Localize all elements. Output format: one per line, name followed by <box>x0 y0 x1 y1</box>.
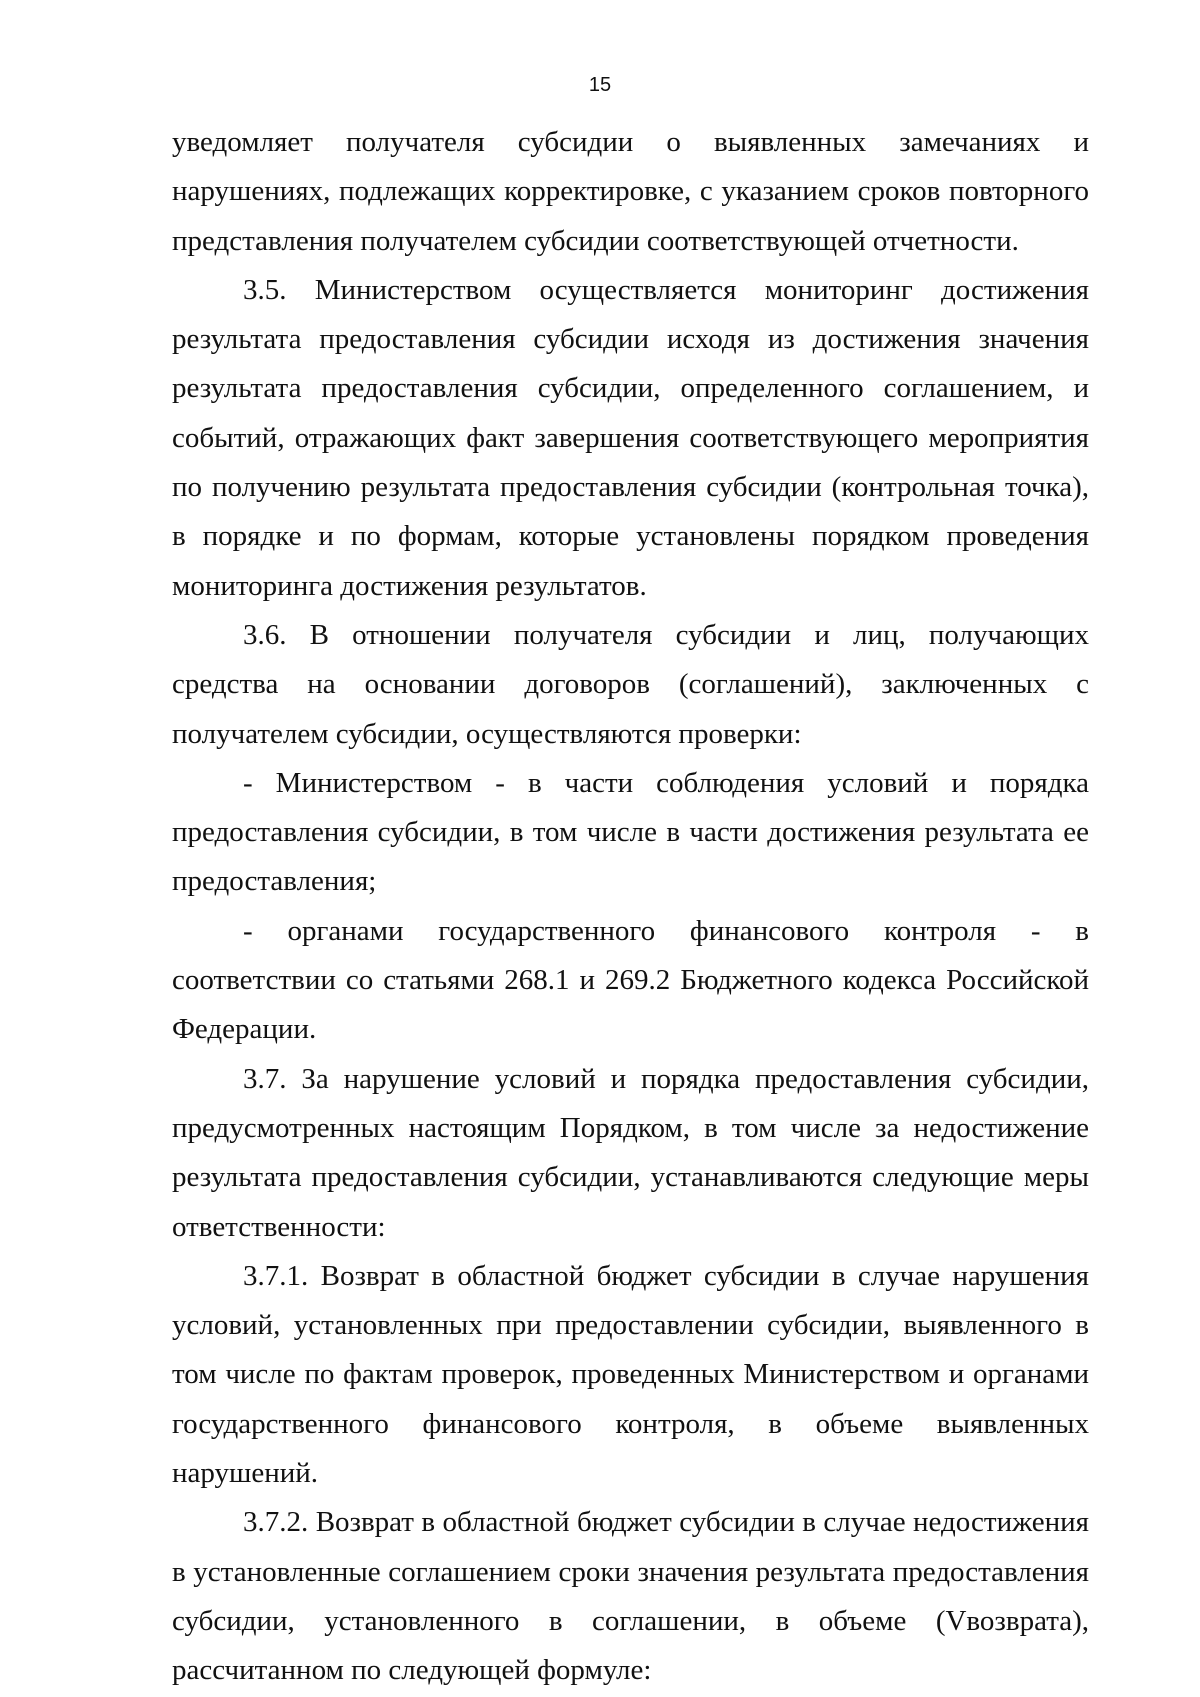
list-item-ministry-checks: - Министерством - в части соблюдения условий и порядка предоставления субсидии, в том числе в части достижения результата ее предоставления; <box>172 766 1089 898</box>
paragraph-continuation: уведомляет получателя субсидии о выявленных замечаниях и нарушениях, подлежащих корректировке, с указанием сроков повторного представления получателем субсидии соответствующей отчетности. <box>172 126 1089 257</box>
paragraph-3-7-1: 3.7.1. Возврат в областной бюджет субсидии в случае нарушения условий, установленных при предоставлении субсидии, выявленного в том числе по фактам проверок, проведенных Министерством и органами государственного финансового контроля, в объеме выявленных нарушений. <box>172 1259 1089 1490</box>
paragraph-3-7-2: 3.7.2. Возврат в областной бюджет субсидии в случае недостижения в установленные соглашением сроки значения результата предоставления субсидии, установленного в соглашении, в объеме (Vвозврата), рассчитанном по следующей формуле: <box>172 1506 1089 1687</box>
list-item-financial-control-checks: - органами государственного финансового контроля - в соответствии со статьями 268.1 и 269.2 Бюджетного кодекса Российской Федерации. <box>172 914 1089 1046</box>
paragraph-3-7: 3.7. За нарушение условий и порядка предоставления субсидии, предусмотренных настоящим Порядком, в том числе за недостижение результата предоставления субсидии, устанавливаются следующие меры ответственности: <box>172 1062 1089 1243</box>
page-number: 15 <box>588 74 612 96</box>
paragraph-3-5: 3.5. Министерством осуществляется мониторинг достижения результата предоставления субсидии исходя из достижения значения результата предоставления субсидии, определенного соглашением, и событий, отражающих факт завершения соответствующего мероприятия по получению результата предоставления субсидии (контрольная точка), в порядке и по формам, которые установлены порядком проведения мониторинга достижения результатов. <box>172 273 1089 602</box>
document-body <box>172 118 1089 1696</box>
paragraph-3-6: 3.6. В отношении получателя субсидии и лиц, получающих средства на основании договоров (соглашений), заключенных с получателем субсидии, осуществляются проверки: <box>172 618 1089 750</box>
